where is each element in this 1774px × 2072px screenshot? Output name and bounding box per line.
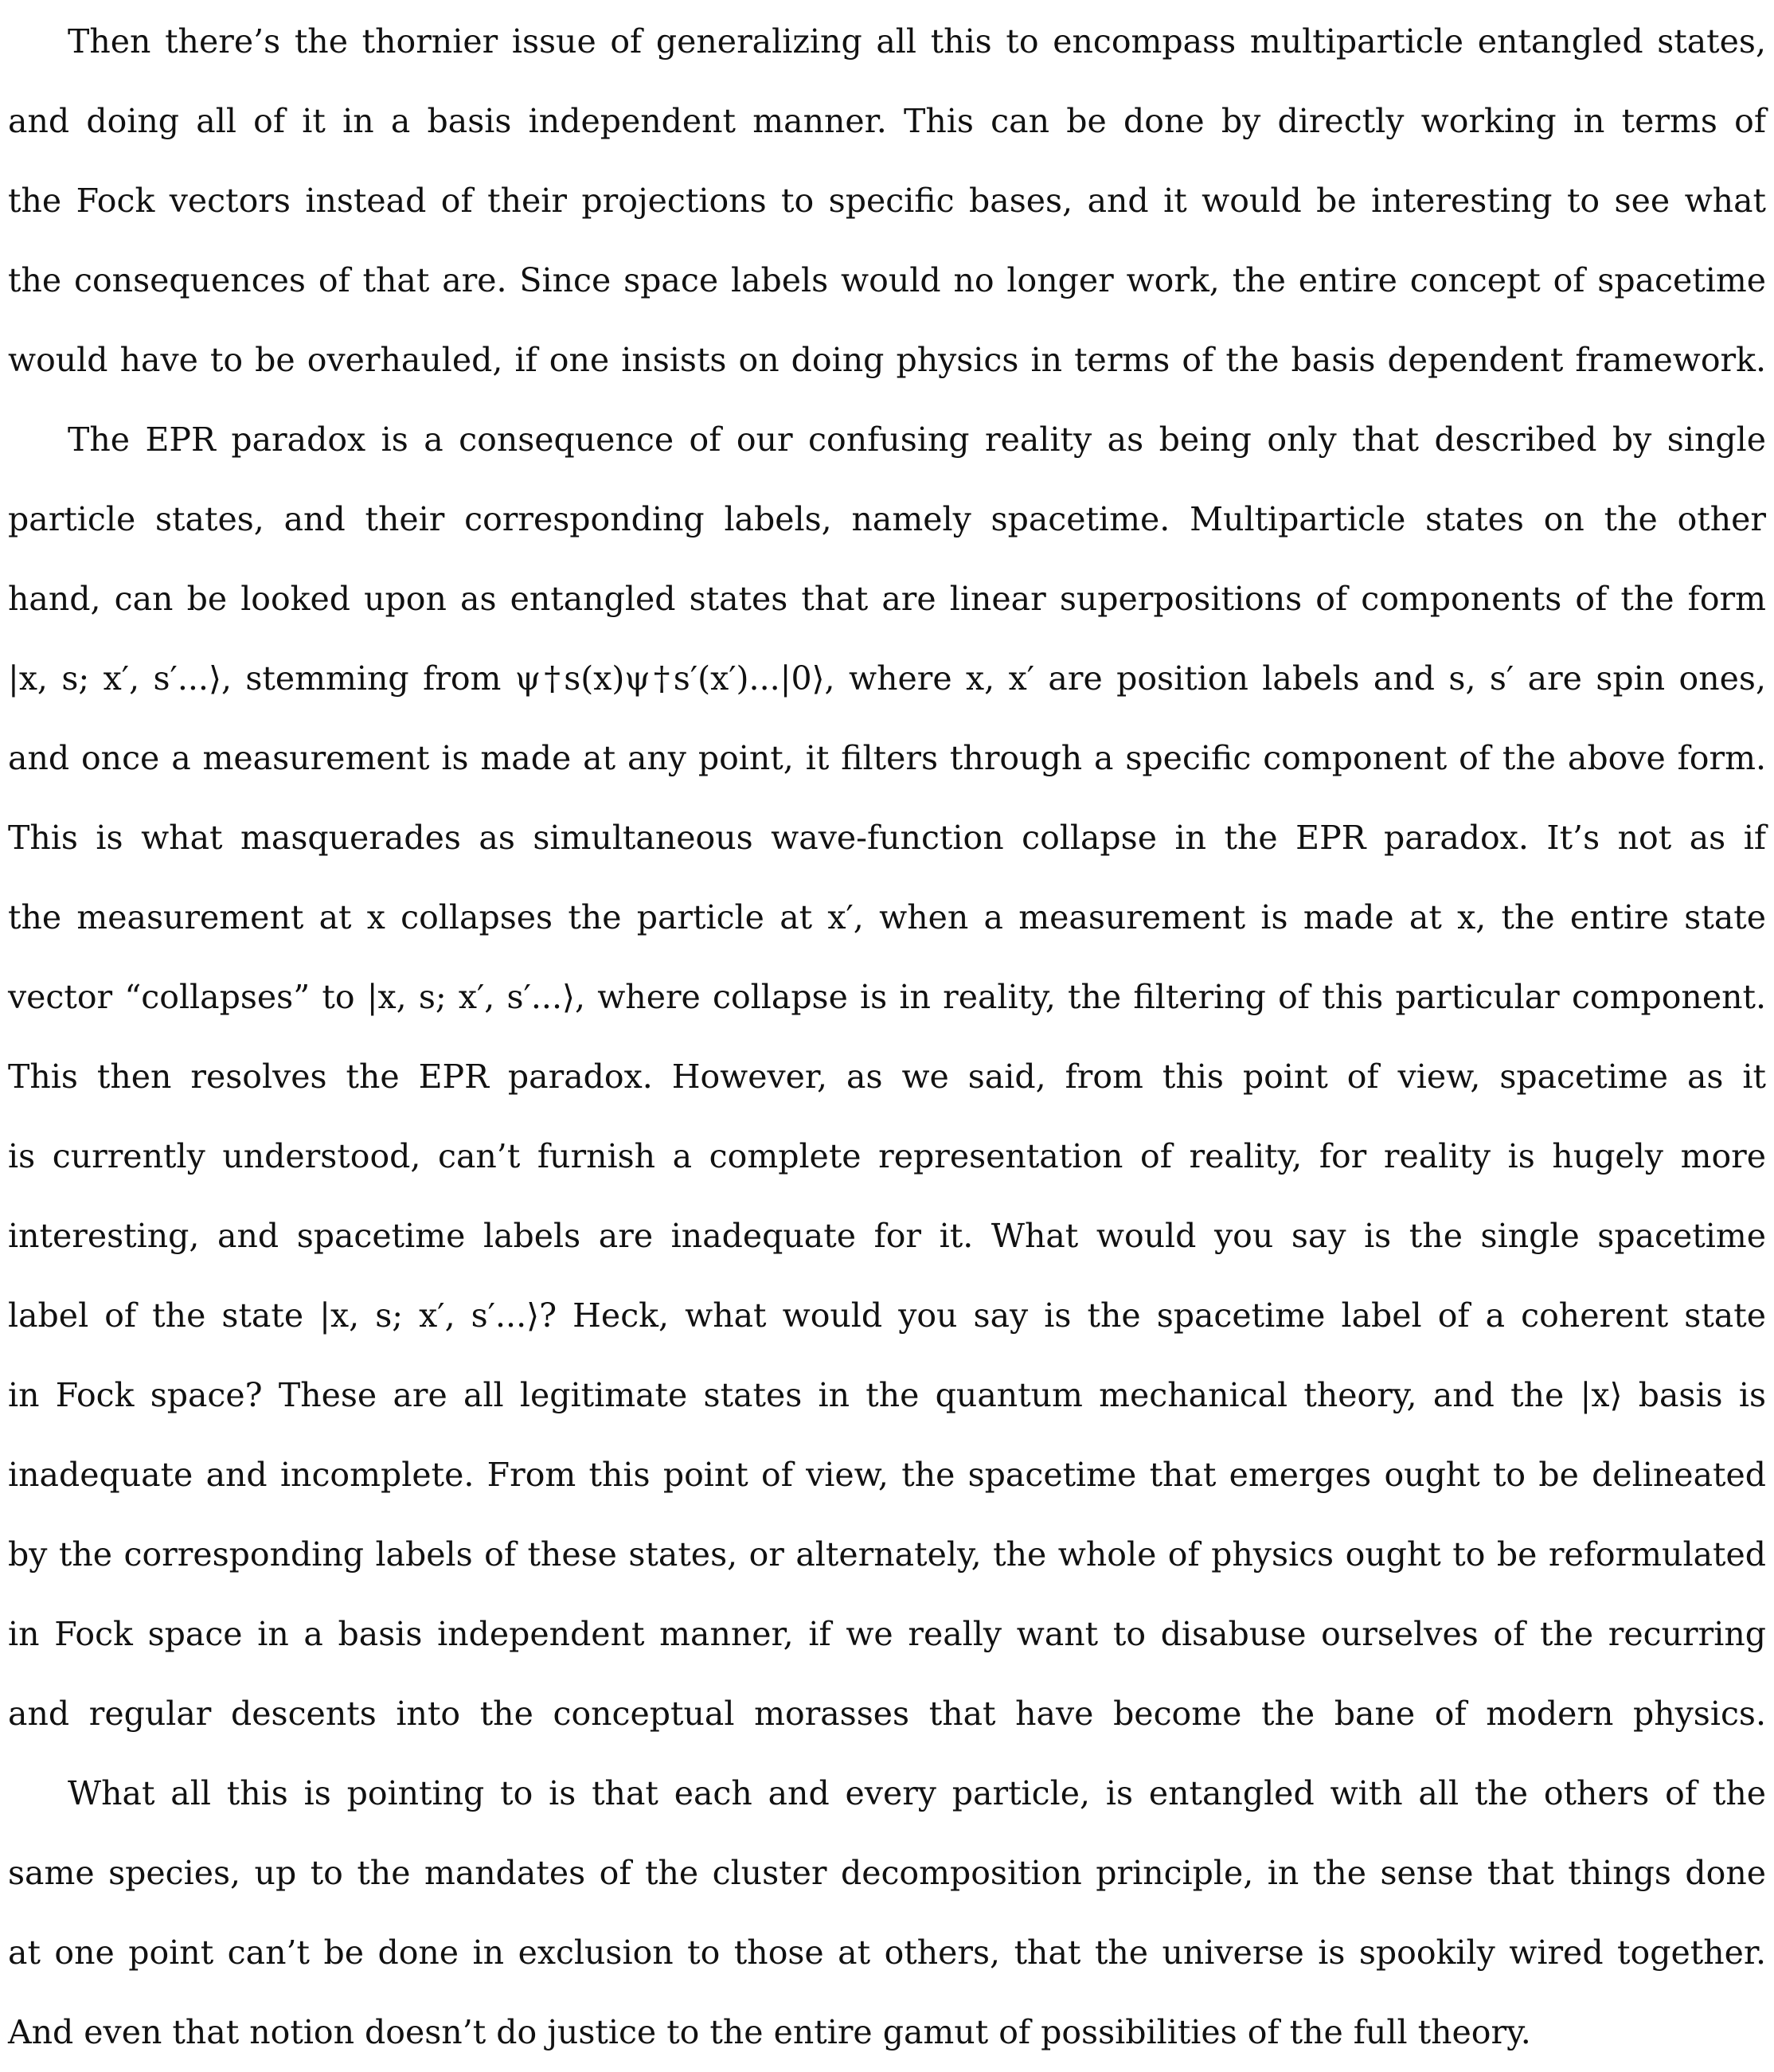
text-line: And even that notion doesn’t do justice to the entire gamut of possibilities of the full theory. [8,2013,1531,2051]
text-line: by the corresponding labels of these states, or alternately, the whole of physics ought to be reformulated [8,1535,1766,1574]
text-line: and doing all of it in a basis independent manner. This can be done by directly working in terms of [8,102,1766,140]
document-page [8,2,1766,2072]
text-line: is currently understood, can’t furnish a complete representation of reality, for reality is hugely more [8,1137,1766,1175]
text-line: This is what masquerades as simultaneous wave-function collapse in the EPR paradox. It’s not as if [8,819,1766,857]
text-line: and once a measurement is made at any point, it filters through a specific component of the above form. [8,739,1766,777]
text-line: the measurement at x collapses the particle at x′, when a measurement is made at x, the entire state [8,898,1766,936]
text-line: same species, up to the mandates of the cluster decomposition principle, in the sense that things done [8,1854,1766,1892]
text-line: vector “collapses” to |x, s; x′, s′...⟩, where collapse is in reality, the filtering of this particular component. [8,978,1766,1016]
text-line: hand, can be looked upon as entangled states that are linear superpositions of components of the form [8,580,1766,618]
text-line: label of the state |x, s; x′, s′...⟩? Heck, what would you say is the spacetime label of a coherent state [8,1296,1766,1335]
text-line: would have to be overhauled, if one insists on doing physics in terms of the basis dependent framework. [8,341,1766,379]
paragraph [8,2,1766,400]
text-line: the consequences of that are. Since space labels would no longer work, the entire concept of spacetime [8,261,1766,299]
text-line: What all this is pointing to is that each and every particle, is entangled with all the others of the [68,1774,1766,1812]
text-line: particle states, and their corresponding labels, namely spacetime. Multiparticle states on the other [8,500,1766,538]
text-line: |x, s; x′, s′...⟩, stemming from ψ†s(x)ψ†s′(x′)...|0⟩, where x, x′ are position labels and s, s′ are spin ones, [8,659,1766,698]
text-line: the Fock vectors instead of their projections to specific bases, and it would be interesting to see what [8,182,1766,220]
text-line: inadequate and incomplete. From this point of view, the spacetime that emerges ought to be delineated [8,1456,1766,1494]
text-line: in Fock space in a basis independent manner, if we really want to disabuse ourselves of the recurring [8,1615,1766,1653]
text-line: The EPR paradox is a consequence of our confusing reality as being only that described by single [68,420,1766,459]
text-line: This then resolves the EPR paradox. However, as we said, from this point of view, spacetime as it [8,1058,1766,1096]
paragraph [8,400,1766,1753]
text-line: in Fock space? These are all legitimate states in the quantum mechanical theory, and the |x⟩ basis is [8,1376,1766,1414]
paragraph [8,1753,1766,2072]
text-line: Then there’s the thornier issue of generalizing all this to encompass multiparticle entangled states, [68,22,1766,61]
text-line: interesting, and spacetime labels are inadequate for it. What would you say is the single spacetime [8,1217,1766,1255]
text-line: at one point can’t be done in exclusion to those at others, that the universe is spookily wired together. [8,1933,1766,1972]
text-line: and regular descents into the conceptual morasses that have become the bane of modern physics. [8,1695,1766,1733]
